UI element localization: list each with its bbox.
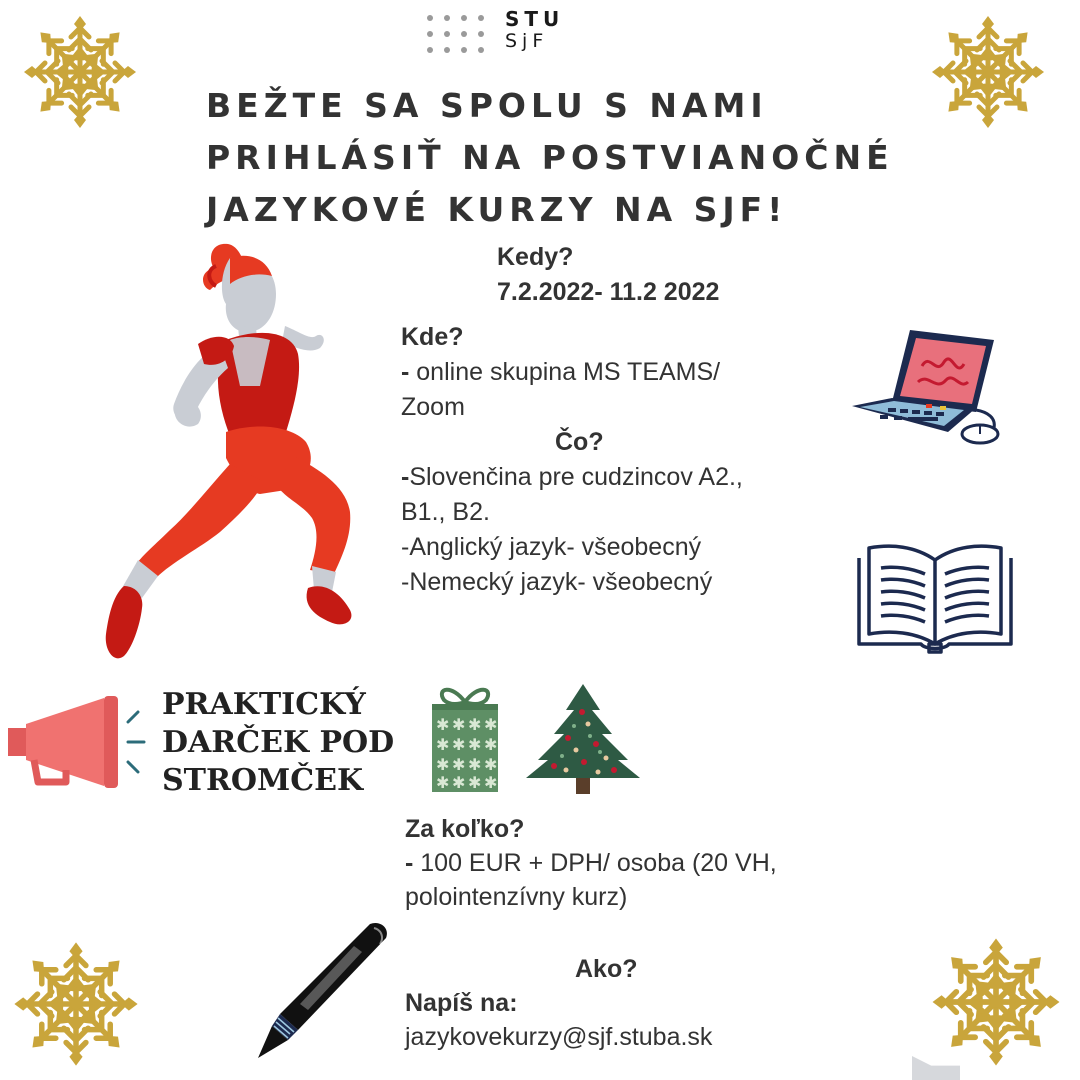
promo-line: DARČEK POD bbox=[162, 725, 395, 760]
svg-text:✱: ✱ bbox=[484, 773, 498, 792]
when-dates: 7.2.2022- 11.2 2022 bbox=[497, 278, 720, 306]
what-line4: -Nemecký jazyk- všeobecný bbox=[401, 568, 713, 596]
snowflake-icon bbox=[20, 12, 140, 132]
svg-text:✱: ✱ bbox=[436, 773, 450, 792]
logo bbox=[505, 8, 564, 52]
svg-text:✱: ✱ bbox=[452, 773, 466, 792]
pen-icon bbox=[250, 918, 396, 1064]
christmas-tree-icon bbox=[524, 682, 642, 796]
svg-text:✱: ✱ bbox=[452, 735, 466, 754]
svg-text:✱: ✱ bbox=[484, 735, 498, 754]
price-line2: polointenzívny kurz) bbox=[405, 883, 628, 911]
svg-text:✱: ✱ bbox=[436, 755, 450, 774]
snowflake-icon bbox=[10, 938, 142, 1070]
price-text: 100 EUR + DPH/ osoba (20 VH, bbox=[413, 849, 777, 877]
svg-text:✱: ✱ bbox=[468, 735, 482, 754]
headline bbox=[206, 80, 1006, 236]
promo-text bbox=[162, 686, 394, 800]
megaphone-icon bbox=[4, 694, 154, 794]
price-line1 bbox=[405, 846, 777, 881]
email-address: jazykovekurzy@sjf.stuba.sk bbox=[405, 1023, 713, 1051]
snowflake-icon bbox=[928, 934, 1064, 1070]
headline-line: BEŽTE SA SPOLU S NAMI bbox=[206, 86, 768, 125]
what-line1 bbox=[401, 460, 743, 495]
svg-text:✱: ✱ bbox=[468, 773, 482, 792]
where-line1 bbox=[401, 355, 720, 390]
svg-text:✱: ✱ bbox=[468, 755, 482, 774]
svg-text:✱: ✱ bbox=[436, 715, 450, 734]
runner-illustration bbox=[80, 236, 380, 666]
dash: - bbox=[401, 358, 410, 386]
open-book-icon bbox=[855, 540, 1015, 656]
what-line2: B1., B2. bbox=[401, 498, 490, 526]
headline-line: JAZYKOVÉ KURZY NA SJF! bbox=[206, 190, 788, 229]
dash: - bbox=[405, 849, 414, 877]
logo-line1: STU bbox=[505, 7, 565, 31]
where-text: online skupina MS TEAMS/ bbox=[409, 358, 721, 386]
svg-text:✱: ✱ bbox=[452, 715, 466, 734]
where-question: Kde? bbox=[401, 323, 464, 351]
price-question: Za koľko? bbox=[405, 815, 525, 843]
when-question: Kedy? bbox=[497, 243, 574, 271]
svg-text:✱: ✱ bbox=[484, 755, 498, 774]
svg-text:✱: ✱ bbox=[468, 715, 482, 734]
promo-line: STROMČEK bbox=[162, 763, 364, 798]
where-line2: Zoom bbox=[401, 393, 465, 421]
svg-text:✱: ✱ bbox=[452, 755, 466, 774]
logo-dots-icon bbox=[425, 12, 497, 56]
svg-text:✱: ✱ bbox=[436, 735, 450, 754]
laptop-icon bbox=[848, 322, 1004, 446]
dash: - bbox=[401, 463, 410, 491]
promo-line: PRAKTICKÝ bbox=[162, 687, 366, 722]
svg-text:✱: ✱ bbox=[484, 715, 498, 734]
what-line3: -Anglický jazyk- všeobecný bbox=[401, 533, 702, 561]
gift-icon bbox=[428, 680, 502, 794]
what-text: Slovenčina pre cudzincov A2., bbox=[409, 463, 743, 491]
what-question: Čo? bbox=[555, 428, 604, 456]
how-question: Ako? bbox=[575, 955, 638, 983]
how-label: Napíš na: bbox=[405, 989, 518, 1017]
headline-line: PRIHLÁSIŤ NA POSTVIANOČNÉ bbox=[206, 138, 894, 177]
logo-line2: SjF bbox=[505, 30, 549, 52]
